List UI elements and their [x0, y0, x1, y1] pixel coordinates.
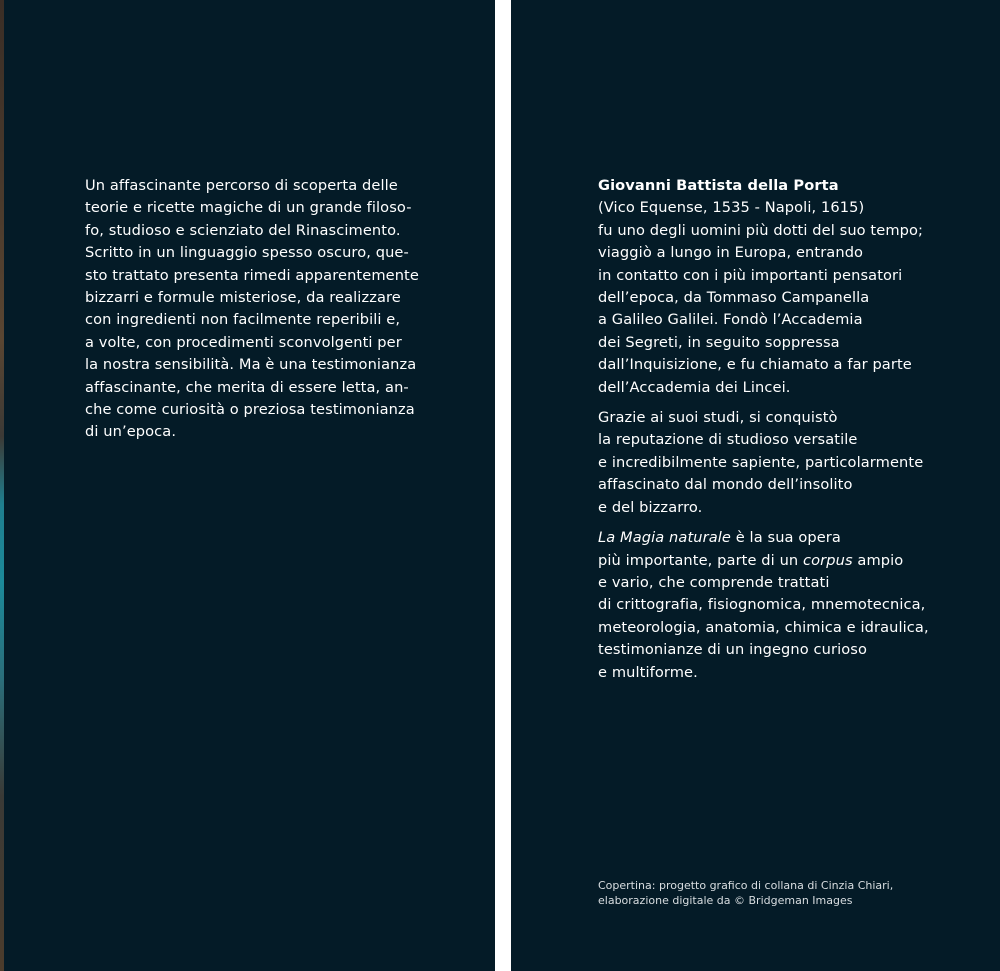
bio-line: dell’epoca, da Tommaso Campanella [598, 289, 870, 307]
blurb-line: la nostra sensibilità. Ma è una testimonianza [85, 356, 417, 374]
credit-line: Copertina: progetto grafico di collana di Cinzia Chiari, [598, 879, 894, 892]
bio-line: in contatto con i più importanti pensatori [598, 266, 903, 284]
blurb-line: a volte, con procedimenti sconvolgenti per [85, 333, 402, 351]
cover-credit [598, 878, 893, 908]
bio-line: testimonianze di un ingegno curioso [598, 641, 868, 659]
blurb-line: affascinante, che merita di essere letta, an- [85, 378, 409, 396]
left-flap [0, 0, 495, 971]
bio-line: e multiforme. [598, 663, 698, 681]
blurb-line: teorie e ricette magiche di un grande filoso- [85, 199, 412, 217]
bio-line: e incredibilmente sapiente, particolarmente [598, 453, 924, 471]
work-title: La Magia naturale [598, 529, 731, 547]
bio-text: più importante, parte di un [598, 551, 804, 569]
bio-line [598, 550, 928, 572]
bio-line: di crittografia, fisiognomica, mnemotecnica, [598, 596, 926, 614]
bio-text: è la sua opera [731, 529, 841, 547]
bio-line: meteorologia, anatomia, chimica e idraulica, [598, 618, 929, 636]
blurb-text [85, 175, 419, 444]
bio-line: Grazie ai suoi studi, si conquistò [598, 409, 838, 427]
bio-line: (Vico Equense, 1535 - Napoli, 1615) [598, 199, 865, 217]
bio-line: la reputazione di studioso versatile [598, 431, 858, 449]
bio-text: ampio [852, 551, 904, 569]
bio-line: affascinato dal mondo dell’insolito [598, 476, 853, 494]
blurb-line: bizzarri e formule misteriose, da realizzare [85, 289, 401, 307]
bio-line [598, 527, 928, 549]
right-flap [511, 0, 1000, 971]
paragraph-gap [598, 399, 928, 407]
bio-line: dei Segreti, in seguito soppressa [598, 333, 840, 351]
blurb-line: che come curiosità o preziosa testimonianza [85, 401, 415, 419]
bio-line: dall’Inquisizione, e fu chiamato a far parte [598, 356, 912, 374]
author-name: Giovanni Battista della Porta [598, 177, 839, 194]
blurb-line: con ingredienti non facilmente reperibili e, [85, 311, 401, 329]
bio-line: e del bizzarro. [598, 498, 703, 516]
bio-line: fu uno degli uomini più dotti del suo tempo; [598, 221, 924, 239]
paragraph-gap [598, 519, 928, 527]
blurb-line: di un’epoca. [85, 423, 177, 441]
bio-line: viaggiò a lungo in Europa, entrando [598, 244, 864, 262]
blurb-line: sto trattato presenta rimedi apparentemente [85, 266, 419, 284]
bio-line: e vario, che comprende trattati [598, 573, 830, 591]
corpus-term: corpus [803, 551, 853, 569]
author-bio [598, 175, 928, 684]
blurb-line: Scritto in un linguaggio spesso oscuro, que- [85, 244, 409, 262]
blurb-line: fo, studioso e scienziato del Rinascimento. [85, 221, 401, 239]
cover-edge-strip [0, 0, 4, 971]
bio-line: dell’Accademia dei Lincei. [598, 378, 791, 396]
bio-line: a Galileo Galilei. Fondò l’Accademia [598, 311, 863, 329]
blurb-line: Un affascinante percorso di scoperta delle [85, 177, 398, 194]
credit-line: elaborazione digitale da © Bridgeman Images [598, 894, 853, 907]
